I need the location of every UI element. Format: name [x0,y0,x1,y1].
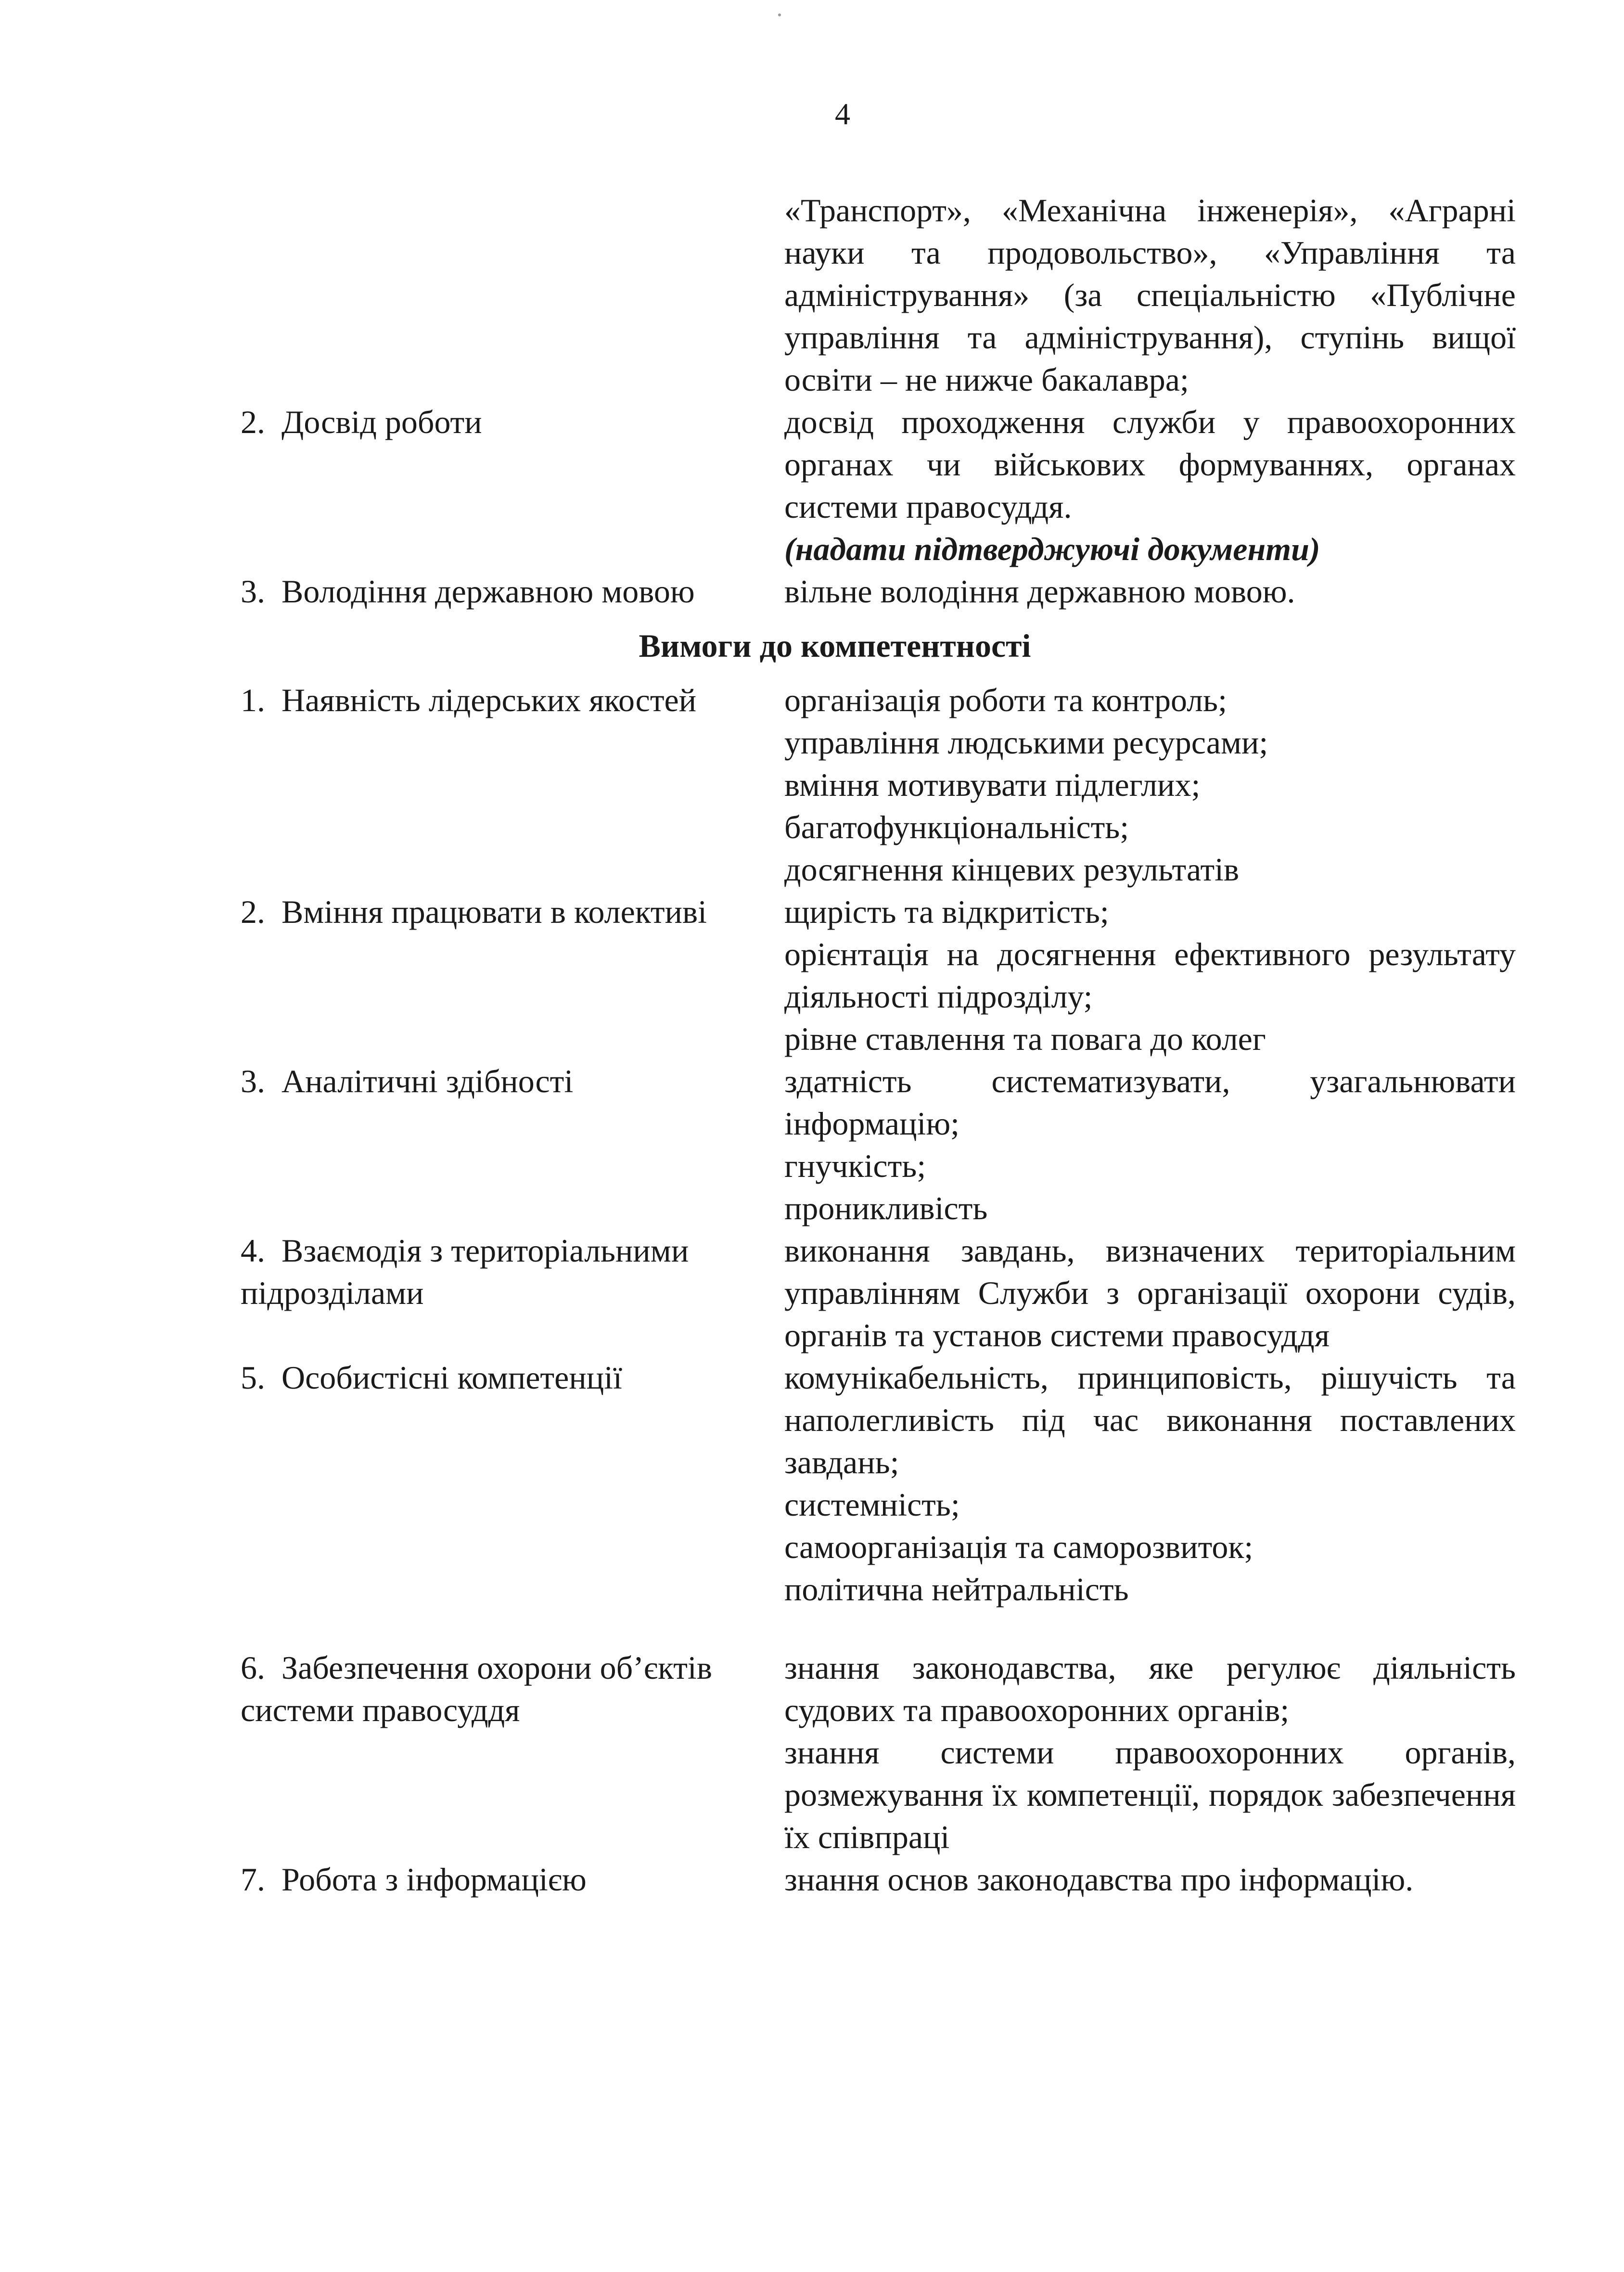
requirement-row-experience [0,401,1624,570]
competency-label-text: Взаємодія з територіальними підрозділами [241,1232,689,1311]
competency-item: організація роботи та контроль; [784,682,1227,718]
competency-label [0,1229,784,1314]
competency-number: 4. [241,1232,265,1269]
competency-item: багатофункціональність; [784,809,1129,845]
competency-item: орієнтація на досягнення ефективного результату діяльності підрозділу; [784,936,1516,1015]
competency-value [784,1647,1516,1858]
requirement-row-language [0,570,1624,613]
competency-item: гнучкість; [784,1148,926,1184]
competency-row-leadership [0,679,1624,891]
requirements-content [0,189,1624,1901]
competency-row-interaction [0,1229,1624,1356]
competency-value [784,1356,1516,1610]
requirement-value [784,401,1516,570]
competency-label-text: Аналітичні здібності [281,1063,574,1099]
requirement-label-text: Досвід роботи [281,404,482,440]
competency-row-analytical [0,1060,1624,1229]
competency-label-text: Робота з інформацією [281,1861,587,1898]
competency-label-text: Вміння працювати в колективі [281,893,707,930]
requirement-value [784,570,1516,613]
competency-row-teamwork [0,891,1624,1060]
page-number: 4 [835,97,850,131]
competency-label-text: Наявність лідерських якостей [281,682,697,718]
competency-label-text: Забезпечення охорони об’єктів системи правосуддя [241,1649,712,1728]
competency-number: 2. [241,893,265,930]
competency-label [0,1647,784,1731]
competency-item: знання основ законодавства про інформацію. [784,1861,1414,1898]
requirement-label [0,570,784,613]
requirement-text: досвід проходження служби у правоохоронних органах чи військових формуваннях, органах системи правосуддя. [784,404,1516,525]
competency-label [0,679,784,721]
requirement-value [784,189,1516,401]
competency-label [0,1060,784,1102]
competency-row-personal [0,1356,1624,1610]
section-heading: Вимоги до компетентності [639,627,1031,664]
competency-label [0,1356,784,1399]
spacer [0,1610,1624,1647]
competency-label-text: Особистісні компетенції [281,1359,622,1396]
competency-number: 5. [241,1359,265,1396]
education-continuation-row [0,189,1624,401]
competency-item: щирість та відкритість; [784,893,1109,930]
competency-item: проникливість [784,1190,988,1226]
competency-item: знання законодавства, яке регулює діяльність судових та правоохоронних органів; [784,1649,1516,1728]
requirement-number: 3. [241,573,265,610]
competency-item: досягнення кінцевих результатів [784,851,1240,888]
competency-item: знання системи правоохоронних органів, розмежування їх компетенції, порядок забезпечення їх співпраці [784,1734,1516,1855]
competency-value [784,891,1516,1060]
competency-label [0,891,784,933]
requirement-text: вільне володіння державною мовою. [784,573,1295,610]
competency-item: виконання завдань, визначених територіальним управлінням Служби з організації охорони судів, органів та установ системи правосуддя [784,1232,1516,1353]
competency-number: 1. [241,682,265,718]
competency-number: 3. [241,1063,265,1099]
competency-item: політична нейтральність [784,1571,1129,1608]
requirement-text: «Транспорт», «Механічна інженерія», «Аграрні науки та продовольство», «Управління та адміністрування» (за спеціальністю «Публічне управління та адміністрування), ступінь вищої освіти – не нижче бакалавра; [784,192,1516,398]
competency-value [784,1858,1516,1901]
requirement-note: (надати підтверджуючі документи) [784,531,1320,567]
competency-value [784,1060,1516,1229]
scan-artifact [778,13,781,16]
competency-value [784,1229,1516,1356]
requirement-label [0,401,784,443]
competency-label [0,1858,784,1901]
competency-row-information [0,1858,1624,1901]
competency-number: 7. [241,1861,265,1898]
requirement-number: 2. [241,404,265,440]
competency-row-security [0,1647,1624,1858]
competency-item: комунікабельність, принциповість, рішучість та наполегливість під час виконання поставлених завдань; [784,1359,1516,1481]
competency-item: системність; [784,1486,960,1523]
competency-item: здатність систематизувати, узагальнювати інформацію; [784,1063,1516,1142]
competency-item: рівне ставлення та повага до колег [784,1021,1266,1057]
competency-number: 6. [241,1649,265,1686]
competency-value [784,679,1516,891]
competency-item: вміння мотивувати підлеглих; [784,766,1201,803]
competency-item: управління людськими ресурсами; [784,724,1268,761]
competency-item: самоорганізація та саморозвиток; [784,1529,1253,1565]
requirement-label-text: Володіння державною мовою [281,573,695,610]
